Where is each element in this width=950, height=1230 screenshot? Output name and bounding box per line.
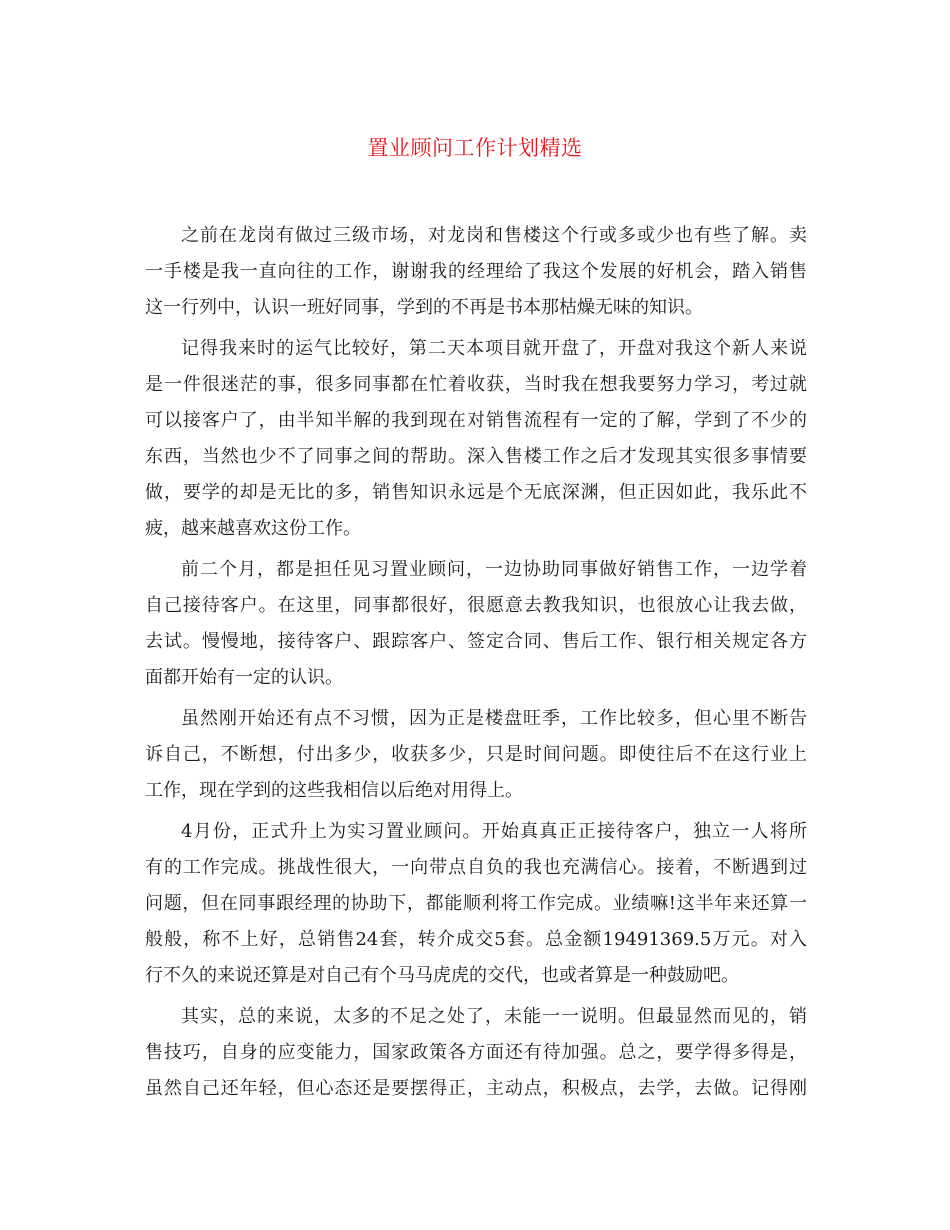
document-body — [145, 218, 807, 1112]
text-line: 行不久的来说还算是对自己有个马马虎虎的交代，也或者算是一种鼓励吧。 — [145, 965, 739, 986]
text-line: 是一件很迷茫的事，很多同事都在忙着收获，当时我在想我要努力学习，考过就 — [145, 374, 807, 395]
text-line: 4月份，正式升上为实习置业顾问。开始真真正正接待客户，独立一人将所 — [181, 821, 807, 842]
text-line: 疲，越来越喜欢这份工作。 — [145, 518, 361, 539]
document-title: 置业顾问工作计划精选 — [367, 136, 583, 160]
text-line: 虽然自己还年轻，但心态还是要摆得正，主动点，积极点，去学，去做。记得刚 — [145, 1078, 807, 1099]
text-line: 前二个月，都是担任见习置业顾问，一边协助同事做好销售工作，一边学着 — [181, 559, 807, 580]
text-line: 工作，现在学到的这些我相信以后绝对用得上。 — [145, 780, 523, 801]
text-line: 一手楼是我一直向往的工作，谢谢我的经理给了我这个发展的好机会，踏入销售 — [145, 261, 807, 282]
text-line: 这一行列中，认识一班好同事，学到的不再是书本那枯燥无味的知识。 — [145, 297, 703, 318]
paragraph — [145, 999, 807, 1107]
text-line: 去试。慢慢地，接待客户、跟踪客户、签定合同、售后工作、银行相关规定各方 — [145, 631, 807, 652]
text-line: 东西，当然也少不了同事之间的帮助。深入售楼工作之后才发现其实很多事情要 — [145, 446, 807, 467]
text-line: 有的工作完成。挑战性很大，一向带点自负的我也充满信心。接着，不断遇到过 — [145, 857, 807, 878]
text-line: 诉自己，不断想，付出多少，收获多少，只是时间问题。即使往后不在这行业上 — [145, 744, 807, 765]
text-line: 记得我来时的运气比较好，第二天本项目就开盘了，开盘对我这个新人来说 — [181, 338, 807, 359]
text-line: 般般，称不上好，总销售24套，转介成交5套。总金额19491369.5万元。对入 — [145, 929, 807, 950]
paragraph — [145, 701, 807, 809]
text-line: 其实，总的来说，太多的不足之处了，未能一一说明。但最显然而见的，销 — [181, 1006, 807, 1027]
text-line: 虽然刚开始还有点不习惯，因为正是楼盘旺季，工作比较多，但心里不断告 — [181, 708, 807, 729]
text-line: 面都开始有一定的认识。 — [145, 667, 343, 688]
text-line: 之前在龙岗有做过三级市场，对龙岗和售楼这个行或多或少也有些了解。卖 — [181, 225, 807, 246]
paragraph — [145, 552, 807, 696]
text-line: 问题，但在同事跟经理的协助下，都能顺利将工作完成。业绩嘛!这半年来还算一 — [145, 893, 807, 914]
text-line: 售技巧，自身的应变能力，国家政策各方面还有待加强。总之，要学得多得是， — [145, 1042, 807, 1063]
text-line: 可以接客户了，由半知半解的我到现在对销售流程有一定的了解，学到了不少的 — [145, 410, 807, 431]
text-line: 自己接待客户。在这里，同事都很好，很愿意去教我知识，也很放心让我去做， — [145, 595, 807, 616]
paragraph — [145, 331, 807, 547]
paragraph — [145, 814, 807, 994]
paragraph — [145, 218, 807, 326]
text-line: 做，要学的却是无比的多，销售知识永远是个无底深渊，但正因如此，我乐此不 — [145, 482, 807, 503]
